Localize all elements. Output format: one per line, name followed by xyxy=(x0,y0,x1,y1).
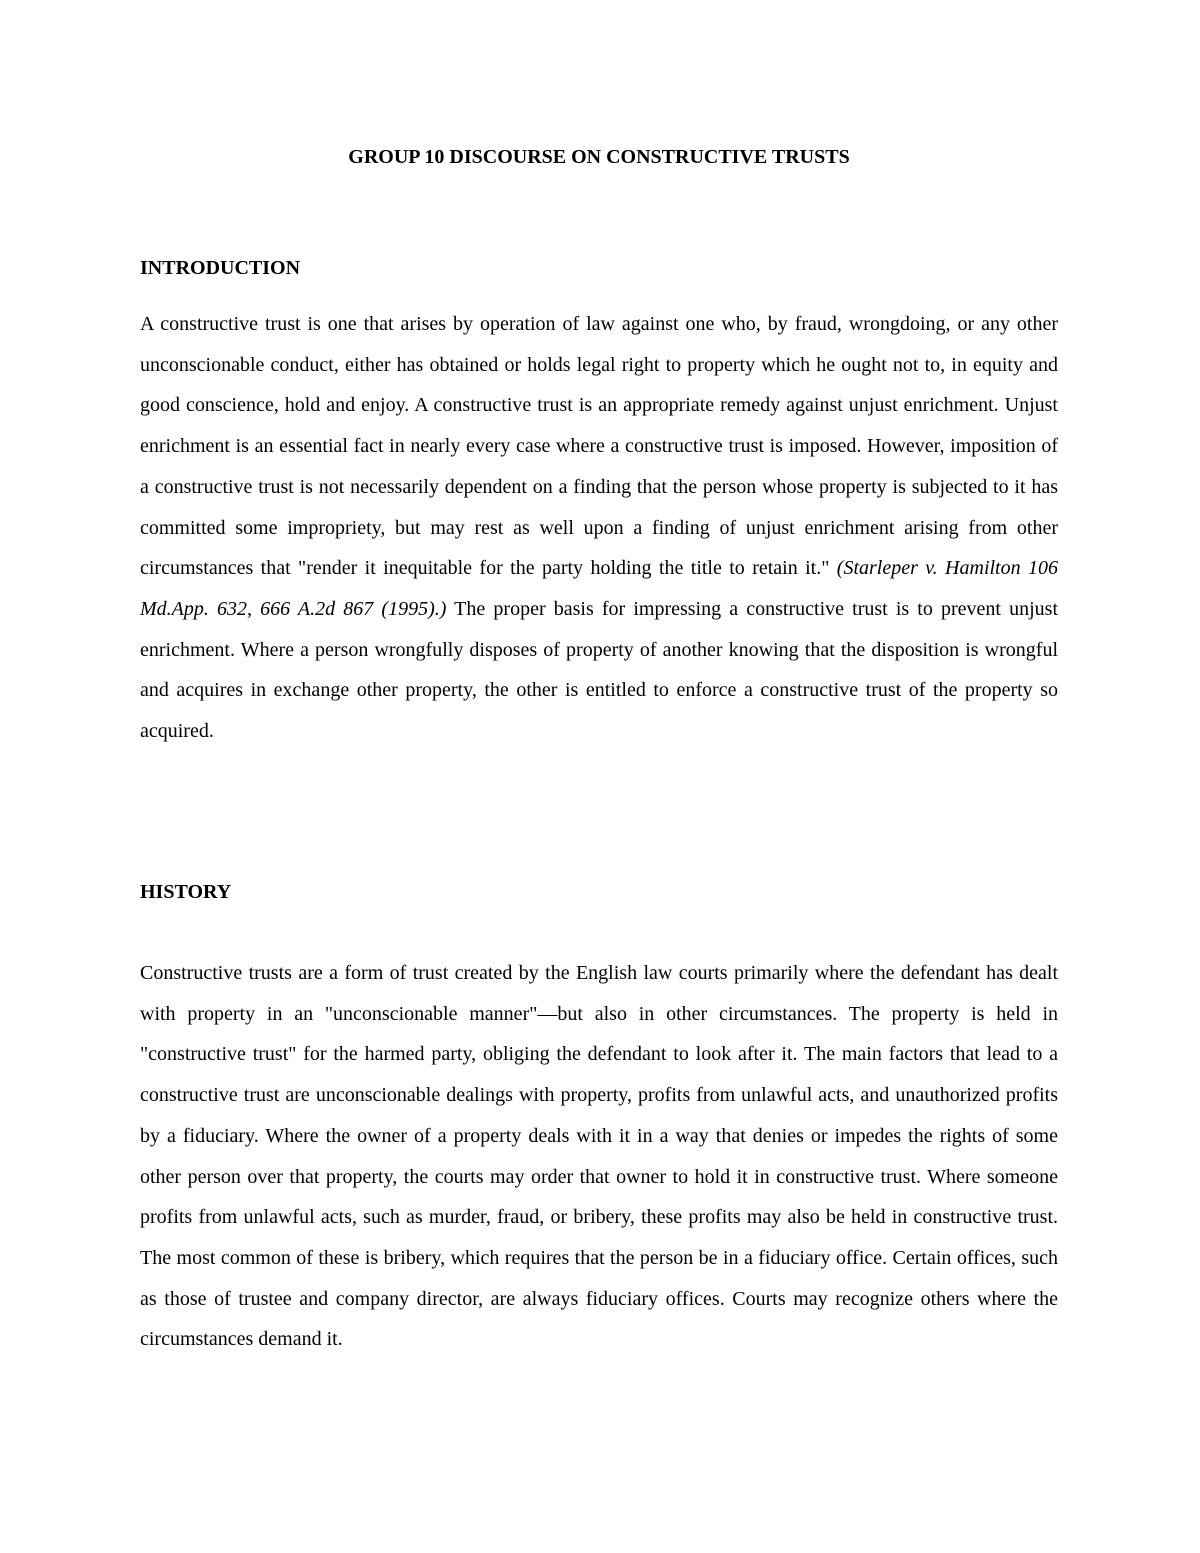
introduction-citation: (Starleper v. Hamilton 106 Md.App. 632, 666 A.2d 867 (1995).) xyxy=(140,557,1059,620)
introduction-paragraph xyxy=(140,304,1058,752)
history-paragraph: Constructive trusts are a form of trust created by the English law courts primarily where the defendant has dealt with property in an "unconscionable manner"—but also in other circumstances. The property is held in "constructive trust" for the harmed party, obliging the defendant to look after it. The main factors that lead to a constructive trust are unconscionable dealings with property, profits from unlawful acts, and unauthorized profits by a fiduciary. Where the owner of a property deals with it in a way that denies or impedes the rights of some other person over that property, the courts may order that owner to hold it in constructive trust. Where someone profits from unlawful acts, such as murder, fraud, or bribery, these profits may also be held in constructive trust. The most common of these is bribery, which requires that the person be in a fiduciary office. Certain offices, such as those of trustee and company director, are always fiduciary offices. Courts may recognize others where the circumstances demand it. xyxy=(140,962,1058,1351)
introduction-text-before-citation: A constructive trust is one that arises by operation of law against one who, by fraud, wrongdoing, or any other unconscionable conduct, either has obtained or holds legal right to property which he ought not to, in equity and good conscience, hold and enjoy. A constructive trust is an appropriate remedy against unjust enrichment. Unjust enrichment is an essential fact in nearly every case where a constructive trust is imposed. However, imposition of a constructive trust is not necessarily dependent on a finding that the person whose property is subjected to it has committed some impropriety, but may rest as well upon a finding of unjust enrichment arising from other circumstances that "render it inequitable for the party holding the title to retain it." xyxy=(140,313,1058,580)
introduction-heading: INTRODUCTION xyxy=(140,257,301,279)
introduction-text-after-citation: The proper basis for impressing a constructive trust is to prevent unjust enrichment. Where a person wrongfully disposes of property of another knowing that the disposition is wrongful and acquires in exchange other property, the other is entitled to enforce a constructive trust of the property so acquired. xyxy=(140,597,1059,743)
history-heading: HISTORY xyxy=(140,881,232,903)
document-title: GROUP 10 DISCOURSE ON CONSTRUCTIVE TRUSTS xyxy=(348,146,850,168)
